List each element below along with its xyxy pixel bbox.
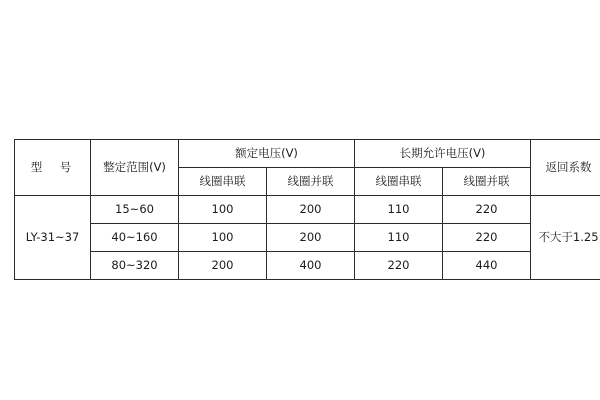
cell-return-value: 不大于1.25 [531, 196, 600, 280]
header-model: 型 号 [15, 140, 91, 196]
table-row [15, 252, 600, 280]
cell-setting-range: 80~320 [91, 252, 179, 280]
header-long-parallel: 线圈并联 [443, 168, 531, 196]
cell-rated-series: 100 [179, 224, 267, 252]
cell-long-series: 110 [355, 196, 443, 224]
cell-model-value: LY-31~37 [15, 196, 91, 280]
cell-long-parallel: 220 [443, 224, 531, 252]
cell-setting-range: 15~60 [91, 196, 179, 224]
cell-rated-parallel: 200 [267, 224, 355, 252]
specification-table-container [14, 139, 599, 280]
header-rated-parallel: 线圈并联 [267, 168, 355, 196]
cell-rated-parallel: 200 [267, 196, 355, 224]
cell-long-parallel: 440 [443, 252, 531, 280]
header-return-coefficient: 返回系数 [531, 140, 600, 196]
header-setting-range: 整定范围(V) [91, 140, 179, 196]
table-row [15, 196, 600, 224]
cell-rated-parallel: 400 [267, 252, 355, 280]
specification-table [14, 139, 600, 280]
header-long-term-voltage: 长期允许电压(V) [355, 140, 531, 168]
cell-long-parallel: 220 [443, 196, 531, 224]
cell-setting-range: 40~160 [91, 224, 179, 252]
header-rated-voltage: 额定电压(V) [179, 140, 355, 168]
cell-rated-series: 200 [179, 252, 267, 280]
table-row [15, 224, 600, 252]
header-long-series: 线圈串联 [355, 168, 443, 196]
cell-long-series: 110 [355, 224, 443, 252]
cell-rated-series: 100 [179, 196, 267, 224]
cell-long-series: 220 [355, 252, 443, 280]
table-header-row-1 [15, 140, 600, 168]
header-rated-series: 线圈串联 [179, 168, 267, 196]
